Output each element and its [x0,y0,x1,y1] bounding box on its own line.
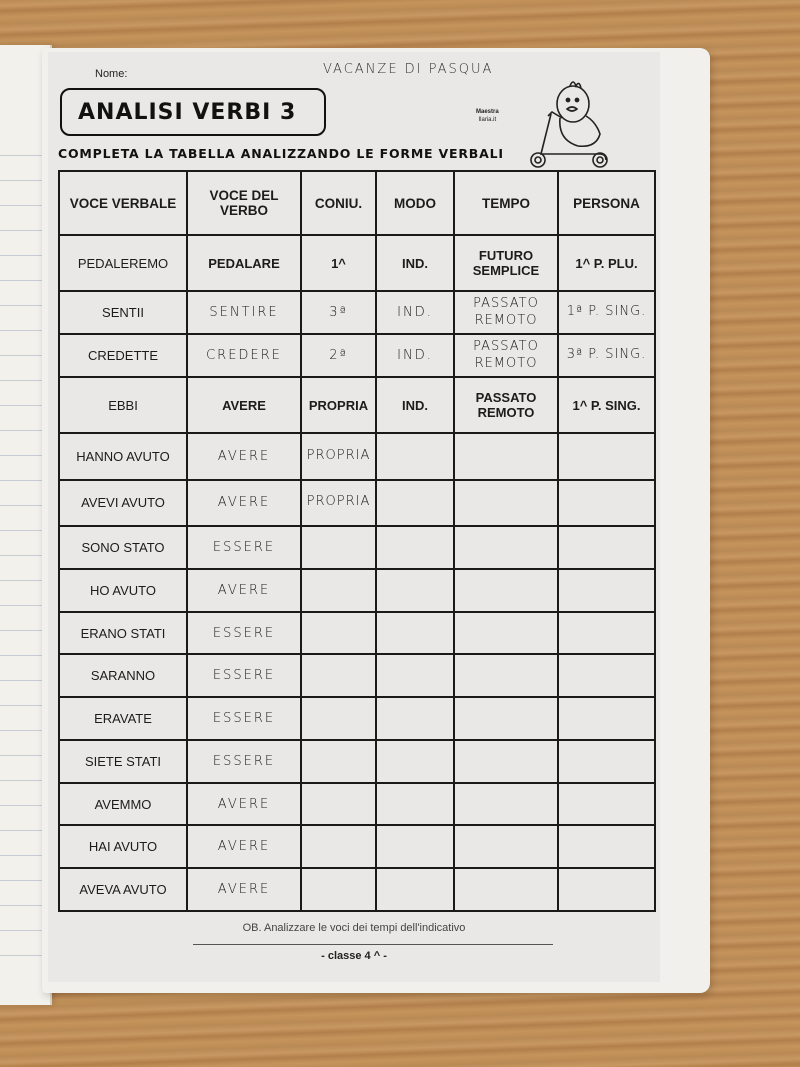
cell-tempo[interactable] [454,526,558,569]
cell-coniugazione: PROPRIA [301,377,376,433]
table-row [59,480,655,527]
table-row [59,654,655,697]
cell-persona[interactable] [558,654,655,697]
cell-voce-verbale: HO AVUTO [59,569,187,612]
table-header-row [59,171,655,235]
table-row [59,783,655,826]
cell-modo[interactable] [376,740,454,783]
duck-scooter-icon [518,72,618,172]
cell-voce-del-verbo[interactable]: SENTIRE [187,291,301,334]
cell-tempo[interactable] [454,825,558,868]
cell-coniugazione[interactable] [301,825,376,868]
table-row [59,825,655,868]
cell-coniugazione: 1^ [301,235,376,291]
cell-voce-del-verbo[interactable]: ESSERE [187,740,301,783]
cell-voce-del-verbo[interactable]: AVERE [187,569,301,612]
cell-coniugazione[interactable]: 3ª [301,291,376,334]
cell-persona: 1^ P. PLU. [558,235,655,291]
logo-line2: Ilaria.it [478,117,497,124]
cell-voce-verbale: ERANO STATI [59,612,187,655]
cell-voce-verbale: AVEVA AVUTO [59,868,187,911]
cell-modo[interactable] [376,697,454,740]
cell-modo[interactable] [376,526,454,569]
cell-voce-verbale: HAI AVUTO [59,825,187,868]
cell-persona[interactable] [558,697,655,740]
cell-modo[interactable] [376,433,454,480]
cell-tempo[interactable] [454,569,558,612]
cell-persona[interactable] [558,526,655,569]
cell-voce-verbale: PEDALEREMO [59,235,187,291]
cell-voce-verbale: SIETE STATI [59,740,187,783]
cell-modo: IND. [376,235,454,291]
cell-modo[interactable] [376,825,454,868]
cell-coniugazione[interactable]: PROPRIA [301,433,376,480]
cell-persona[interactable] [558,433,655,480]
cell-voce-del-verbo[interactable]: CREDERE [187,334,301,377]
cell-persona[interactable] [558,868,655,911]
worksheet-title: ANALISI VERBI 3 [78,99,297,125]
cell-tempo[interactable]: PASSATO REMOTO [454,291,558,334]
cell-tempo[interactable] [454,783,558,826]
logo-line1: Maestra [476,109,499,115]
table-row [59,433,655,480]
cell-voce-verbale: HANNO AVUTO [59,433,187,480]
cell-coniugazione[interactable]: PROPRIA [301,480,376,527]
header-modo: MODO [376,171,454,235]
table-row [59,526,655,569]
header-persona: PERSONA [558,171,655,235]
cell-voce-verbale: SENTII [59,291,187,334]
cell-persona[interactable] [558,740,655,783]
cell-coniugazione[interactable] [301,868,376,911]
instruction-text: COMPLETA LA TABELLA ANALIZZANDO LE FORME VERBALI [58,146,504,161]
verb-analysis-table [58,170,656,912]
cell-modo[interactable] [376,612,454,655]
name-label: Nome: [95,68,128,80]
cell-voce-verbale: AVEMMO [59,783,187,826]
cell-voce-verbale: SONO STATO [59,526,187,569]
cell-persona[interactable] [558,825,655,868]
cell-voce-verbale: SARANNO [59,654,187,697]
cell-voce-verbale: ERAVATE [59,697,187,740]
table-row [59,569,655,612]
cell-coniugazione[interactable] [301,526,376,569]
header-voce-del-verbo: VOCE DEL VERBO [187,171,301,235]
cell-voce-del-verbo[interactable]: AVERE [187,868,301,911]
footer-divider [193,944,553,945]
cell-persona[interactable] [558,480,655,527]
cell-modo[interactable] [376,783,454,826]
cell-voce-del-verbo[interactable]: ESSERE [187,697,301,740]
cell-coniugazione[interactable] [301,740,376,783]
table-row [59,868,655,911]
table-row [59,697,655,740]
cell-voce-del-verbo[interactable]: ESSERE [187,526,301,569]
cell-voce-verbale: EBBI [59,377,187,433]
cell-voce-del-verbo[interactable]: AVERE [187,825,301,868]
footer-objective: OB. Analizzare le voci dei tempi dell'indicativo [242,922,466,934]
cell-modo[interactable] [376,868,454,911]
cell-voce-verbale: AVEVI AVUTO [59,480,187,527]
cell-modo[interactable] [376,569,454,612]
cell-voce-del-verbo[interactable]: AVERE [187,480,301,527]
cell-tempo[interactable] [454,480,558,527]
cell-tempo[interactable] [454,868,558,911]
cell-coniugazione[interactable] [301,654,376,697]
header-coniugazione: CONIU. [301,171,376,235]
cell-voce-verbale: CREDETTE [59,334,187,377]
handwritten-note: VACANZE DI PASQUA [323,62,494,77]
cell-voce-del-verbo[interactable]: AVERE [187,783,301,826]
cell-tempo[interactable] [454,612,558,655]
table-row [59,334,655,377]
cell-persona[interactable]: 1ª P. SING. [558,291,655,334]
table-row [59,740,655,783]
cell-coniugazione[interactable] [301,783,376,826]
cell-voce-del-verbo[interactable]: AVERE [187,433,301,480]
worksheet [48,52,660,982]
cell-persona[interactable] [558,612,655,655]
cell-modo[interactable] [376,654,454,697]
cell-coniugazione[interactable]: 2ª [301,334,376,377]
cell-tempo[interactable] [454,697,558,740]
cell-tempo: PASSATO REMOTO [454,377,558,433]
cell-modo[interactable] [376,480,454,527]
cell-tempo[interactable]: PASSATO REMOTO [454,334,558,377]
footer-class-label: - classe 4 ^ - [321,950,387,962]
cell-persona[interactable]: 3ª P. SING. [558,334,655,377]
cell-modo: IND. [376,377,454,433]
cell-persona: 1^ P. SING. [558,377,655,433]
cell-tempo: FUTURO SEMPLICE [454,235,558,291]
header-voce-verbale: VOCE VERBALE [59,171,187,235]
cell-modo[interactable]: IND. [376,334,454,377]
header-tempo: TEMPO [454,171,558,235]
cell-coniugazione[interactable] [301,569,376,612]
cell-persona[interactable] [558,569,655,612]
cell-tempo[interactable] [454,433,558,480]
table-row [59,235,655,291]
cell-tempo[interactable] [454,740,558,783]
cell-persona[interactable] [558,783,655,826]
cell-modo[interactable]: IND. [376,291,454,334]
cell-voce-del-verbo[interactable]: ESSERE [187,654,301,697]
title-box [60,88,326,136]
cell-voce-del-verbo[interactable]: ESSERE [187,612,301,655]
cell-voce-del-verbo: AVERE [187,377,301,433]
maestra-ilaria-logo [476,108,499,125]
table-row [59,377,655,433]
cell-tempo[interactable] [454,654,558,697]
cell-coniugazione[interactable] [301,612,376,655]
cell-voce-del-verbo: PEDALARE [187,235,301,291]
table-row [59,612,655,655]
cell-coniugazione[interactable] [301,697,376,740]
table-row [59,291,655,334]
